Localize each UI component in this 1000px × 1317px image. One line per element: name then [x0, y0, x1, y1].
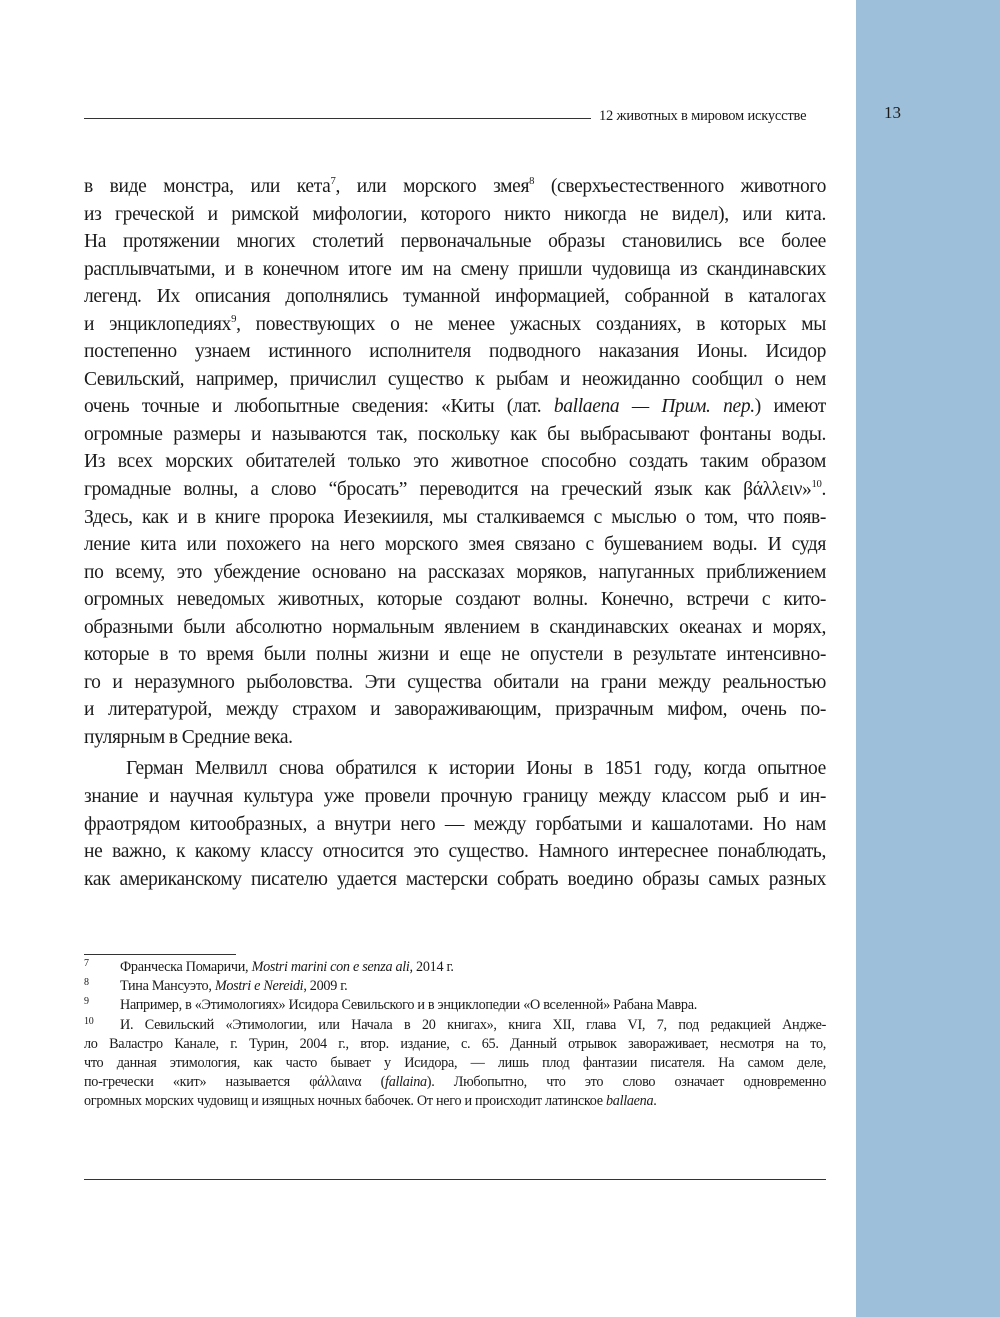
footnote-number: 10: [84, 1015, 94, 1027]
text-line: пулярным в Средние века.: [84, 726, 293, 748]
text-line: очень точные и любопытные сведения: «Киты (лат. ballaena — Прим. пер.) имеют: [84, 396, 826, 418]
footnote-7: 7 Франческа Помаричи, Mostri marini con e senza ali, 2014 г.: [84, 958, 826, 977]
footnote-ref-8[interactable]: 8: [529, 174, 535, 187]
text-line: легенд. Их описания дополнялись туманной информацией, собранной в каталогах: [84, 286, 826, 308]
text-line: огромные размеры и называются так, поскольку как бы выбрасывают фонтаны воды.: [84, 423, 826, 445]
text-line: знание и научная культура уже провели прочную границу между классом рыб и ин-: [84, 786, 826, 808]
text-line: огромных неведомых животных, которые создают волны. Конечно, встречи с кито-: [84, 589, 826, 611]
text-line: Здесь, как и в книге пророка Иезекииля, мы сталкиваемся с мыслью о том, что появ-: [84, 506, 826, 528]
page-number: 13: [884, 103, 901, 122]
text-line: ление кита или похожего на него морского змея связано с бушеванием воды. И судя: [84, 534, 826, 556]
footnote-number: 8: [84, 977, 89, 989]
footnote-ref-9[interactable]: 9: [231, 312, 237, 325]
footnote-9: 9 Например, в «Этимологиях» Исидора Севильского и в энциклопедии «О вселенной» Рабана Мавра.: [84, 996, 826, 1015]
text-line: расплывчатыми, и в конечном итоге им на смену пришли чудовища из скандинавских: [84, 258, 826, 280]
header-rule: [84, 118, 591, 119]
text-line: го и неразумного рыболовства. Эти существа обитали на грани между реальностью: [84, 671, 826, 693]
footer-rule: [84, 1179, 826, 1180]
footnote-ref-10[interactable]: 10: [811, 477, 822, 490]
footnote-ref-7[interactable]: 7: [330, 174, 336, 187]
text-line: и энциклопедиях$^9$, повествующих о не менее ужасных созданиях, в которых мы: [84, 312, 826, 335]
paragraph-1: [84, 173, 826, 751]
page-edge-color-band: [856, 0, 1000, 1317]
text-line: из греческой и римской мифологии, которого никто никогда не видел), или кита.: [84, 203, 826, 225]
footnotes: [84, 958, 826, 1112]
text-line: постепенно узнаем истинного исполнителя подводного наказания Ионы. Исидор: [84, 341, 826, 363]
footnote-separator: [84, 954, 236, 955]
text-line: и литературой, между страхом и завораживающим, призрачным мифом, очень по-: [84, 699, 826, 721]
text-line: Герман Мелвилл снова обратился к истории Ионы в 1851 году, когда опытное: [126, 758, 826, 780]
text-line: громадные волны, а слово “бросать” переводится на греческий язык как βάλλειν»$^{10}$.: [84, 477, 826, 501]
text-line: по всему, это убеждение основано на рассказах моряков, напуганных приближением: [84, 561, 826, 583]
text-line: в виде монстра, или кета$^7$, или морского змея$^8$ (сверхъестественного животного: [84, 174, 826, 197]
text-line: Севильский, например, причислил существо к рыбам и неожиданно сообщил о нем: [84, 368, 826, 390]
footnote-number: 7: [84, 958, 89, 969]
translator-note: ballaena — Прим. пер.: [553, 396, 755, 418]
paragraph-2: [84, 755, 826, 893]
text-line: образными были абсолютно нормальным явлением в скандинавских океанах и морях,: [84, 616, 826, 638]
footnote-8: 8 Тина Мансуэто, Mostri e Nereidi, 2009 г.: [84, 977, 826, 996]
running-title: 12 животных в мировом искусстве: [599, 108, 807, 124]
text-line: которые в то время были полны жизни и еще не опустели в результате интенсивно-: [84, 644, 826, 666]
footnote-10: 10 И. Севильский «Этимологии, или Начала в 20 книгах», книга XII, глава VI, 7, под редакцией Андже- ло Валастро Канале, г. Турин, 2004 г., втор. издание, с. 65. Данный отрывок завораживает, несмотря на то, что данная этимология, как часто бывает у Исидора, — лишь плод фантазии писателя. На самом деле, по-гречески «кит» называется φάλλαινα (fallaina). Любопытно, что это слово означает одновременно огромных морских чудовищ и изящных ночных бабочек. От него и происходит латинское ballaena.: [84, 1016, 826, 1112]
text-line: Из всех морских обитателей только это животное способно создать таким образом: [84, 451, 826, 473]
text-line: не важно, к какому классу относится это существо. Намного интереснее понаблюдать,: [84, 841, 826, 863]
text-line: фраотрядом китообразных, а внутри него — между горбатыми и кашалотами. Но нам: [84, 813, 826, 835]
text-line: На протяжении многих столетий первоначальные образы становились все более: [84, 231, 826, 253]
text-line: как американскому писателю удается мастерски собрать воедино образы самых разных: [84, 868, 826, 890]
body-text: [84, 173, 826, 893]
footnote-number: 9: [84, 996, 89, 1008]
